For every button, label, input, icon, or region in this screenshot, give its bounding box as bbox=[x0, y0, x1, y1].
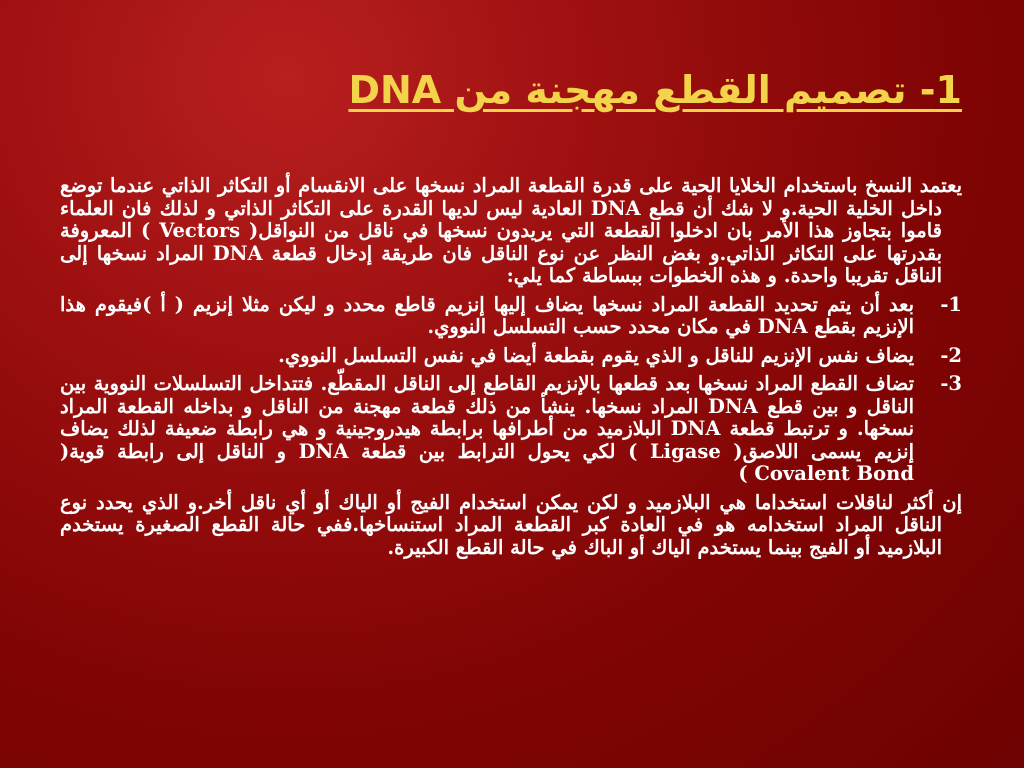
slide-body bbox=[60, 175, 962, 565]
step-2 bbox=[60, 345, 962, 368]
step-text: بعد أن يتم تحديد القطعة المراد نسخها يضاف إليها إنزيم قاطع محدد و ليكن مثلا إنزيم ( أ )فيقوم هذا الإنزيم بقطع DNA في مكان محدد حسب التسلسل النووي. bbox=[60, 292, 914, 338]
step-1 bbox=[60, 294, 962, 339]
outro-paragraph: إن أكثر لناقلات استخداما هي البلازميد و لكن يمكن استخدام الفيج أو الياك أو أي ناقل أخر.و الذي يحدد نوع الناقل المراد استخدامه هو في العادة كبر القطعة المراد استنساخها.ففي حالة القطع الصغيرة يستخدم البلازميد أو الفيج بينما يستخدم الياك أو الباك في حالة القطع الكبيرة. bbox=[60, 490, 962, 559]
step-3 bbox=[60, 373, 962, 486]
step-number: 3- bbox=[940, 372, 962, 395]
step-text: يضاف نفس الإنزيم للناقل و الذي يقوم بقطعة أيضا في نفس التسلسل النووي. bbox=[278, 343, 914, 367]
intro-paragraph: يعتمد النسخ باستخدام الخلايا الحية على قدرة القطعة المراد نسخها على الانقسام أو التكاثر الذاتي عندما توضع داخل الخلية الحية.و لا شك أن قطع DNA العادية ليس لديها القدرة على التكاثر الذاتي و لذلك فان العلماء قاموا بتجاوز هذا الأمر بان ادخلوا القطعة التي يريدون نسخها في ناقل من النواقل( Vectors ) المعروفة بقدرتها على التكاثر الذاتي.و بغض النظر عن نوع الناقل فان طريقة إدخال قطعة DNA المراد نسخها إلى الناقل تقريبا واحدة. و هذه الخطوات ببساطة كما يلي: bbox=[60, 174, 962, 287]
step-number: 2- bbox=[940, 343, 962, 367]
step-text: تضاف القطع المراد نسخها بعد قطعها بالإنزيم القاطع إلى الناقل المقطّع. فتتداخل التسلسلات النووية بين الناقل و بين قطع DNA المراد نسخها. ينشأ من ذلك قطعة مهجنة من الناقل و بداخله القطعة المراد نسخها. و ترتبط قطعة DNA البلازميد من أطرافها برابطة هيدروجينية و هي رابطة ضعيفة لذلك يضاف إنزيم يسمى اللاصق( Ligase ) لكي يحول الترابط بين قطعة DNA و الناقل إلى رابطة قوية( Covalent Bond ) bbox=[60, 372, 915, 485]
slide-title: 1- تصميم القطع مهجنة من DNA bbox=[348, 68, 962, 112]
step-number: 1- bbox=[940, 292, 962, 316]
